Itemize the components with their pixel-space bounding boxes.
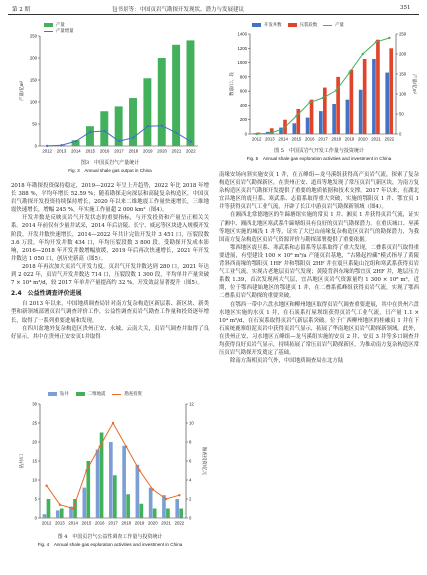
y2-tick-label: 6 (189, 458, 192, 464)
bar (122, 446, 126, 518)
series-point (147, 125, 149, 127)
x-tick-label: 2019 (142, 148, 153, 154)
paragraph: 开发井数是反映页岩气开发状态的重要指标，与开发投资和产量呈正相关关系。2014 年前仅有少量井试采，2014 年后涪陵、长宁、威远等区块进入规模开发阶段，开发井数快速增长，2014—2022 年共计完钻开发井 3 451 口，压裂段数 3.6 万段，年均开发井数 434 口，年均压裂段数 3 800 段。受勘探开发成本影响，2016—2018 年开发井数增幅放缓，2019 年后再次快速增长，2021 年开发井数达 1 050 口，创历史新高（图5）。 (11, 215, 209, 262)
x-tick-label: 2012 (42, 148, 52, 154)
series-point (72, 507, 74, 509)
header-rule (8, 14, 419, 15)
bar (376, 40, 380, 134)
paragraph: 在四川盆地外复杂构造区贵州正安、永城、云南大关，页岩气调查井取得了良好显示，其中在贵州正安安页1井取得 (11, 325, 209, 340)
legend-swatch (44, 23, 53, 27)
y-axis-label: 钻井/口 (19, 453, 24, 469)
legend-item (323, 22, 344, 28)
y2-tick-label: 0 (399, 131, 402, 137)
x-tick-label: 2020 (157, 148, 167, 154)
series-point (178, 494, 180, 496)
y-tick-label: 0 (244, 131, 247, 137)
figure-5-chart (218, 18, 420, 146)
y-tick-label: 20 (32, 439, 37, 445)
bar (47, 499, 51, 518)
x-tick-label: 2014 (68, 520, 78, 526)
series-point (132, 136, 134, 138)
series-point (388, 37, 390, 39)
bar (86, 126, 94, 146)
x-tick-label: 2012 (251, 136, 262, 142)
legend-item (288, 22, 318, 28)
legend-label: 压裂段数 (299, 22, 318, 27)
bar (109, 442, 113, 518)
x-tick-label: 2021 (161, 520, 171, 526)
figure-5-legend (252, 22, 344, 28)
y-tick-label: 200 (239, 117, 247, 123)
y2-tick-label: 0 (189, 515, 192, 521)
bar (82, 488, 86, 518)
series-point (375, 41, 377, 43)
figure-5-caption (218, 148, 420, 162)
caption-en: Fig. 4 Annual shale gas exploration activities and investment in China (37, 542, 183, 547)
caption-cn: 图3 中国页岩气产量统计 (80, 160, 140, 166)
bar (363, 59, 367, 134)
legend-item (112, 391, 142, 397)
series-point (89, 131, 91, 133)
x-tick-label: 2013 (265, 136, 275, 142)
x-tick-label: 2022 (186, 148, 196, 154)
left-column-text (11, 182, 209, 385)
bar (319, 111, 323, 134)
legend-item (44, 28, 74, 34)
y2-tick-label: 50 (399, 111, 404, 117)
legend-swatch (252, 23, 261, 27)
series-point (59, 504, 61, 506)
series-point (269, 132, 271, 134)
y2-tick-label: 10 (189, 420, 194, 426)
x-tick-label: 2015 (81, 520, 92, 526)
y2-axis-label: 产量/亿m³ (412, 74, 417, 94)
bar (350, 70, 354, 134)
y-tick-label: 0 (34, 143, 37, 149)
section-heading: 2.4 公益性调查评价进展 (11, 290, 82, 298)
bar (43, 514, 47, 518)
bar (60, 509, 64, 519)
y-tick-label: 200 (29, 55, 37, 61)
y2-tick-label: 250 (399, 31, 407, 37)
y-tick-label: 800 (239, 74, 247, 80)
x-tick-label: 2017 (318, 136, 328, 142)
bar (346, 100, 350, 134)
bar (332, 104, 336, 134)
legend-label: 产量 (56, 22, 65, 27)
x-tick-label: 2018 (331, 136, 342, 142)
y2-tick-label: 2 (189, 496, 192, 502)
series-point (362, 53, 364, 55)
legend-swatch (76, 392, 85, 396)
series-point (118, 140, 120, 142)
bar (140, 504, 144, 518)
bar (385, 73, 389, 134)
x-tick-label: 2022 (384, 136, 395, 142)
x-tick-label: 2013 (55, 520, 65, 526)
bar (310, 100, 314, 134)
x-tick-label: 2015 (291, 136, 302, 142)
x-tick-label: 2014 (71, 148, 81, 154)
bar (292, 123, 296, 134)
series-point (165, 498, 167, 500)
figure-5-svg (218, 18, 420, 146)
y2-tick-label: 12 (189, 401, 194, 407)
x-tick-label: 2020 (148, 520, 158, 526)
series-point (152, 488, 154, 490)
figure-3-svg (10, 18, 210, 158)
series-point (75, 140, 77, 142)
paragraph: 自 2013 年以来，中国地质调查局针对南方复杂构造区新层系、新区块、新类型和新领域部署页岩气调查评价工作，公益性调查页岩气勘查工作量和投资逐年增长，取得了一系列重要进展和发现。 (11, 301, 209, 324)
y-tick-label: 100 (29, 99, 37, 105)
x-tick-label: 2016 (304, 136, 315, 142)
x-tick-label: 2015 (85, 148, 96, 154)
caption-en: Fig. 5 Annual shale gas exploration activities and investment in China (246, 156, 392, 161)
legend-label: 钻井 (60, 391, 69, 396)
y-tick-label: 25 (32, 420, 37, 426)
y-tick-label: 10 (32, 477, 37, 483)
series-point (322, 97, 324, 99)
figure-3-caption (10, 160, 210, 174)
x-tick-label: 2021 (171, 148, 182, 154)
paragraph: 2018 年再次加大页岩气开发力度，页岩气开发井数达到 280 口，2021 年达到 2 022 年，页岩气开发井数达 714 口，压裂段数 1 300 段，平均单井产量突破 7 × 10⁴ m³/d，较 2017 年单井产量提高约 32 %，开发效益显著提升（图5）。 (11, 263, 209, 287)
y-tick-label: 600 (239, 88, 247, 94)
series-point (282, 128, 284, 130)
bar (153, 509, 157, 519)
legend-swatch (112, 394, 121, 395)
legend-item (76, 391, 106, 397)
y2-tick-label: 8 (189, 439, 192, 445)
legend-item (48, 391, 69, 397)
bar (372, 59, 376, 134)
bar (179, 509, 183, 519)
legend-label: 二维地震 (87, 391, 106, 396)
bar (149, 488, 153, 518)
x-tick-label: 2018 (128, 148, 139, 154)
bar (136, 465, 140, 518)
bar (389, 48, 393, 134)
x-tick-label: 2022 (174, 520, 185, 526)
legend-label: 产量 (335, 22, 344, 27)
y-tick-label: 1400 (237, 31, 247, 37)
series-point (190, 140, 192, 142)
series-point (46, 145, 48, 147)
bar (175, 499, 179, 518)
legend-swatch (44, 31, 53, 32)
y-tick-label: 0 (34, 515, 37, 521)
paragraph: 南缘安场向斜实施安页 1 井，在五峰组—龙马溪组获得高产页岩气流，探索了复杂构造区页岩气勘探新区，在贵州正安、道真等地发现了常压页岩气新区块，为南方复杂构造区页岩气勘探开发提供了重要的地质依据和技术支撑。2017 年以来，在湖北宜昌地区的震旦系、寒武系、志留系取得重大突破，实施的鄂阳页 1 井、鄂宜页 1 井等获得页岩气工业气流，开辟了长江中游页岩气勘探新领域（图4）。 (219, 172, 419, 211)
right-column-text (219, 171, 419, 569)
bar (126, 494, 130, 518)
series-point (161, 125, 163, 127)
paragraph: 在鄂西一带中六盘水地区和柳州地区取得页岩气调查重要进展，其中在贵州六盘水地区实施的水页 1 井，在石炭系打屋坝组获得页岩气工业气流，日产量 1.1 × 10⁴ m³/d，在石炭系取得页岩气新层系突破。位于广西柳州地区的桂融页 1 井在下石炭统鹿寨组泥页岩中获得页岩气显示，拓展了华南地区页岩气勘探新领域。此外，在贵州正安、习水地区五峰组—龙马溪组实施的安页 2 井、安页 3 井等多口调查井均获得良好页岩气显示，持续拓展了常压页岩气勘探新区，为推动南方复杂构造区常压页岩气勘探开发奠定了基础。 (219, 301, 419, 357)
y-tick-label: 30 (32, 401, 37, 407)
header-page-number: 351 (400, 5, 411, 11)
paragraph: 除南方海相页岩气外，中国地质调查局在北方陆 (230, 358, 344, 365)
bar (113, 475, 117, 518)
x-tick-label: 2016 (99, 148, 110, 154)
legend-label: 产量增量 (56, 28, 74, 33)
series-point (45, 485, 47, 487)
y-tick-label: 1200 (237, 45, 247, 51)
x-tick-label: 2017 (114, 148, 124, 154)
x-tick-label: 2019 (134, 520, 145, 526)
paragraph: 鄂西地区震旦系、寒武系和志留系等层系取得了重大发现，二叠系页岩气取得重要进展，有望建设 100 × 10⁸ m³/a 产能页岩基地，“古隆起控藏”模式指导了黄陵背斜西南缘的鄂阳页 1HF 井和鄂阳页 2HF 井在震旦系陡山沱组和寒武系获得页岩气工业气流，实现古老地层页岩气发现；黄陵背斜东缘的鄂宜页 2HF 井，地层压力系数 1.39，首次发现两大气层，宜昌地区页岩气资源量约 1 300 × 10⁸ m³，近期，位于鄂西建始地区的鄂建页 1 井，在二叠系孤峰组获得页岩气流，实现了鄂西二叠系页岩气勘探的重要突破。 (219, 244, 419, 300)
legend-label: 开发井数 (264, 22, 282, 27)
series-point (60, 144, 62, 146)
legend-swatch (48, 392, 57, 396)
bar (56, 510, 60, 518)
y2-axis-label: 勘查投资/亿元 (202, 446, 207, 476)
y-tick-label: 250 (29, 33, 37, 39)
legend-swatch (288, 23, 297, 27)
figure-4-legend (48, 391, 142, 397)
series-point (255, 133, 257, 135)
series-point (348, 71, 350, 73)
figure-4-chart (10, 388, 210, 530)
y-tick-label: 50 (32, 121, 37, 127)
series-point (309, 101, 311, 103)
bar (323, 88, 327, 134)
figure-4-svg (10, 388, 210, 530)
y-tick-label: 150 (29, 77, 37, 83)
figure-3-chart (10, 18, 210, 158)
y-tick-label: 15 (32, 458, 37, 464)
series-point (335, 89, 337, 91)
legend-item (252, 22, 282, 28)
y2-tick-label: 100 (399, 91, 407, 97)
caption-cn: 图 4 中国页岩气公益性调查工作量与投资统计 (57, 534, 163, 540)
y-axis-label: 数量/口、段 (229, 72, 234, 96)
y2-tick-label: 200 (399, 51, 407, 57)
legend-label: 勘查投资 (124, 391, 142, 396)
bar (166, 509, 170, 519)
bar (306, 118, 310, 134)
y-tick-label: 5 (34, 496, 37, 502)
x-tick-label: 2019 (344, 136, 355, 142)
x-tick-label: 2016 (94, 520, 105, 526)
running-header (0, 0, 427, 15)
header-title: 包书景等：中国页岩气勘探开发现状、潜力与发展建议 (112, 7, 245, 13)
caption-cn: 图 5 中国页岩气开发工作量与投资统计 (274, 148, 364, 154)
series-point (138, 469, 140, 471)
series-point (99, 446, 101, 448)
x-tick-label: 2013 (56, 148, 67, 154)
caption-en: Fig. 3 Annual shale gas output in China (68, 168, 152, 173)
legend-swatch (323, 25, 332, 26)
bar (100, 111, 108, 146)
x-tick-label: 2014 (278, 136, 288, 142)
x-tick-label: 2021 (371, 136, 381, 142)
y-tick-label: 400 (239, 102, 247, 108)
series-point (295, 115, 297, 117)
series-point (85, 469, 87, 471)
y-axis-label: 产量/亿m³ (19, 81, 24, 101)
bar (359, 90, 363, 134)
bar (143, 78, 151, 146)
series-point (112, 422, 114, 424)
y-tick-label: 1000 (237, 60, 247, 66)
x-tick-label: 2018 (121, 520, 132, 526)
x-tick-label: 2017 (108, 520, 118, 526)
paragraph: 2018 年勘探投资保持稳定，2019—2022 年呈上升趋势，2022 年比 2018 年增长 388 %，平均年增长 52.59 %；随着勘探走向深层和高陡复杂构造区，中国页岩气勘探开发投资持续保持增长，2020 年以来二维地震工作量快速增长，三维地震快速增长，增幅 245 %，年实施工作量超 2 000 km²（图4）。 (11, 183, 209, 214)
y2-tick-label: 150 (399, 71, 407, 77)
figure-4-caption (10, 534, 210, 548)
figure-3-legend (44, 22, 74, 34)
series-point (103, 130, 105, 132)
y2-tick-label: 4 (189, 477, 192, 483)
series-point (175, 132, 177, 134)
series-point (125, 446, 127, 448)
header-issue: 第 2 期 (12, 7, 30, 13)
paragraph: 在湘西北常德地区的牛蹄塘组实施的常页 1 井、湘页 1 井获得页岩气流，证实了湘中、湘西北地区寒武系牛蹄塘组具有良好的页岩气勘探潜力。在重庆城口、巫溪等地区实施的城浅 1 井等，证实了大巴山前缘复杂构造区页岩气的勘探潜力，为我国南方复杂构造区页岩气资源评价与勘探部署提供了重要依据。 (219, 212, 419, 243)
bar (187, 40, 195, 146)
x-tick-label: 2020 (358, 136, 368, 142)
bar (96, 450, 100, 518)
bar (158, 58, 166, 146)
x-tick-label: 2012 (41, 520, 52, 526)
